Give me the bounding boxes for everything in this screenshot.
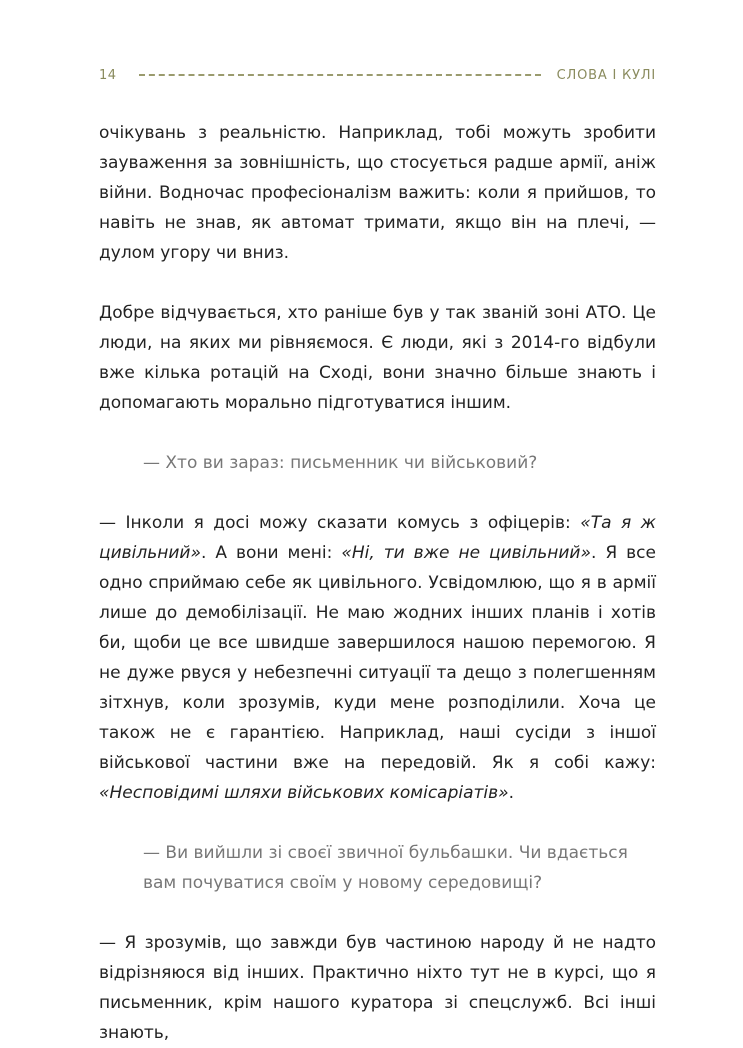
page-number: 14 xyxy=(99,67,117,83)
paragraph-3-text-2: . А вони мені: xyxy=(200,543,342,563)
paragraph-3-quote-2: «Ні, ти вже не цивільний» xyxy=(341,543,591,563)
page-header xyxy=(99,64,656,86)
paragraph-4: — Я зрозумів, що завжди був частиною народу й не надто відрізняюся від інших. Практично ніхто тут не в курсі, що я письменник, крім нашого куратора зі спецслужб. Всі інші знають, xyxy=(99,933,656,1043)
paragraph-3-quote-3: «Несповідимі шляхи військових комісаріатів» xyxy=(99,783,509,803)
page-body xyxy=(99,118,656,1048)
paragraph-3-quote-1: «Та я ж цивільний» xyxy=(99,513,656,563)
paragraph-2: Добре відчувається, хто раніше був у так званій зоні АТО. Це люди, на яких ми рівняємося. Є люди, які з 2014-го відбули вже кілька ротацій на Сході, вони значно більше знають і допомагають морально підготуватися іншим. xyxy=(99,303,656,413)
paragraph-3-text-3: . Я все одно сприймаю себе як цивільного. Усвідомлюю, що я в армії лише до демобілізації. Не маю жодних інших планів і хотів би, щоби це все швидше завершилося нашою перемогою. Я не дуже рвуся у небезпечні ситуації та дещо з полегшенням зітхнув, коли зрозумів, куди мене розподілили. Хоча це також не є гарантією. Наприклад, наші сусіди з іншої військової частини вже на передовій. Як я собі кажу: xyxy=(99,543,656,773)
paragraph-3 xyxy=(99,508,656,808)
running-title: СЛОВА І КУЛІ xyxy=(556,67,656,83)
interview-question-1: — Хто ви зараз: письменник чи військовий? xyxy=(143,453,538,473)
header-dashed-rule xyxy=(139,74,541,76)
interview-question-2: — Ви вийшли зі своєї звичної бульбашки. Чи вдається вам почуватися своїм у новому середовищі? xyxy=(143,843,628,893)
paragraph-3-text-1: — Інколи я досі можу сказати комусь з офіцерів: xyxy=(99,513,581,533)
paragraph-3-text-4: . xyxy=(508,783,515,803)
paragraph-1: очікувань з реальністю. Наприклад, тобі можуть зробити зауваження за зовнішність, що стосується радше армії, аніж війни. Водночас професіоналізм важить: коли я прийшов, то навіть не знав, як автомат тримати, якщо він на плечі, — дулом угору чи вниз. xyxy=(99,123,656,263)
